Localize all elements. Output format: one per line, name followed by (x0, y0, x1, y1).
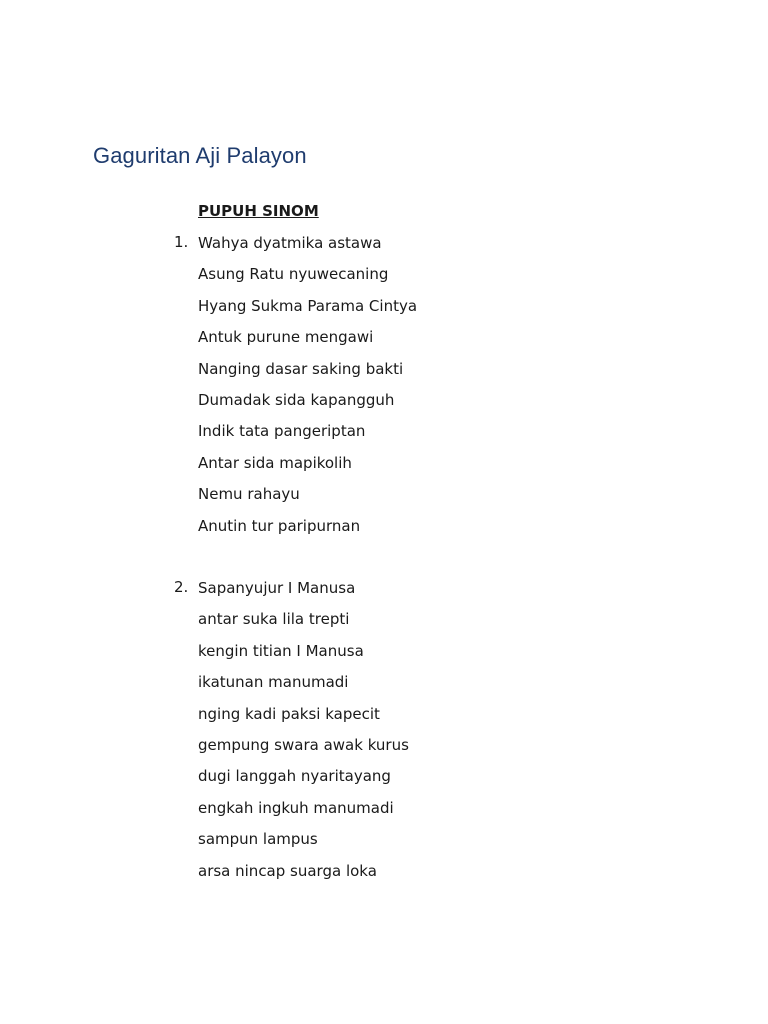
verse-line: Antar sida mapikolih (198, 453, 352, 472)
verse-line: Anutin tur paripurnan (198, 516, 361, 535)
stanza-number: 1. (174, 233, 189, 251)
section-heading: PUPUH SINOM (198, 202, 319, 220)
verse-line: Nanging dasar saking bakti (198, 359, 404, 378)
verse-lines (198, 233, 417, 547)
verse-lines (198, 578, 409, 892)
verse-line: ikatunan manumadi (198, 673, 349, 692)
verse-line: nging kadi paksi kapecit (198, 704, 380, 723)
document-title: Gaguritan Aji Palayon (93, 143, 307, 168)
verse-line: Asung Ratu nyuwecaning (198, 265, 389, 284)
verse-line: Antuk purune mengawi (198, 328, 374, 347)
verse-line: gempung swara awak kurus (198, 735, 409, 754)
verse-line: engkah ingkuh manumadi (198, 798, 394, 817)
verse-line: Sapanyujur I Manusa (198, 579, 356, 597)
verse-line: Indik tata pangeriptan (198, 422, 366, 441)
verse-line: Nemu rahayu (198, 485, 300, 504)
verse-line: Hyang Sukma Parama Cintya (198, 296, 418, 315)
verse-line: kengin titian I Manusa (198, 641, 364, 660)
verse-line: Dumadak sida kapangguh (198, 390, 395, 409)
verse-line: Wahya dyatmika astawa (198, 234, 382, 252)
verse-line: arsa nincap suarga loka (198, 861, 377, 880)
verse-line: antar suka lila trepti (198, 610, 350, 629)
stanza-number: 2. (174, 578, 189, 596)
verse-line: dugi langgah nyaritayang (198, 767, 391, 786)
verse-line: sampun lampus (198, 830, 318, 849)
